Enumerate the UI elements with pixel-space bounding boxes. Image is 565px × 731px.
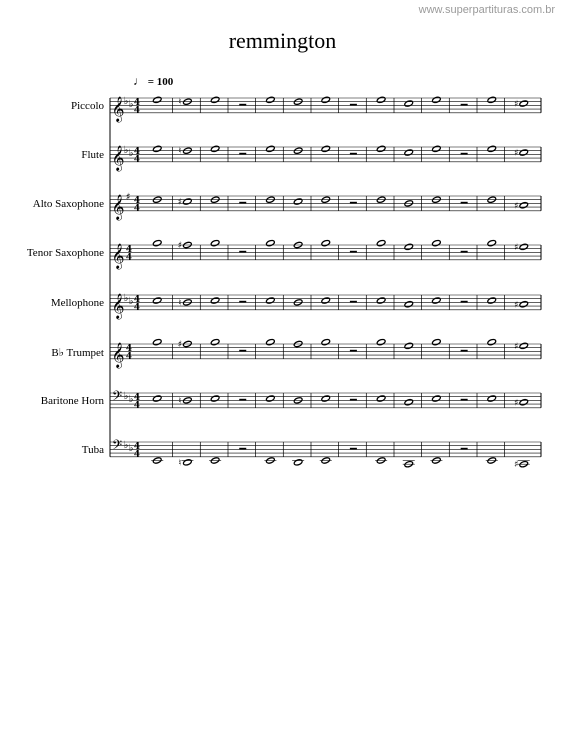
whole-note — [404, 301, 414, 308]
whole-note — [293, 459, 303, 466]
treble-clef-icon: 𝄞 — [111, 96, 125, 122]
whole-note — [210, 96, 220, 103]
time-signature-denominator: 4 — [125, 352, 133, 363]
watermark: www.superpartituras.com.br — [418, 4, 555, 16]
sharp-icon: ♯ — [514, 99, 519, 110]
whole-rest — [239, 251, 246, 253]
sharp-icon: ♯ — [177, 340, 183, 350]
whole-rest — [239, 104, 246, 106]
flat-icon: ♭ — [128, 148, 134, 159]
whole-note — [210, 145, 220, 152]
flat-icon: ♭ — [123, 96, 129, 107]
whole-rest — [350, 350, 357, 352]
flat-icon: ♭ — [128, 394, 134, 405]
bass-clef-icon: 𝄢 — [111, 437, 123, 456]
time-signature-numerator: 4 — [133, 196, 141, 207]
whole-rest — [350, 448, 357, 450]
whole-note — [321, 338, 331, 345]
staff — [110, 293, 541, 319]
whole-note — [432, 239, 442, 246]
whole-rest — [350, 301, 357, 303]
whole-note — [152, 395, 162, 402]
instrument-label: Alto Saxophone — [32, 198, 104, 210]
whole-note — [487, 338, 497, 345]
treble-clef-icon: 𝄞 — [111, 194, 125, 220]
whole-note — [210, 239, 220, 246]
tempo-value: = 100 — [147, 76, 174, 88]
instrument-label: Tenor Saxophone — [26, 247, 104, 259]
whole-note — [404, 149, 414, 156]
staff — [110, 388, 541, 411]
time-signature-numerator: 4 — [125, 344, 133, 355]
instrument-label: Baritone Horn — [40, 395, 104, 407]
flat-icon: ♭ — [123, 145, 129, 156]
whole-rest — [461, 301, 468, 303]
staff — [110, 145, 541, 171]
whole-note — [210, 395, 220, 402]
sharp-icon: ♯ — [514, 242, 519, 253]
whole-rest — [350, 251, 357, 253]
treble-clef-icon: 𝄞 — [111, 342, 125, 368]
time-signature-denominator: 4 — [125, 253, 133, 264]
sharp-icon: ♯ — [514, 460, 519, 471]
whole-note — [152, 96, 162, 103]
whole-note — [210, 297, 220, 304]
natural-icon: ♮ — [178, 146, 182, 157]
whole-note — [376, 239, 386, 246]
whole-note — [152, 239, 162, 246]
whole-note — [321, 395, 331, 402]
whole-note — [487, 297, 497, 304]
whole-note — [293, 198, 303, 205]
whole-note — [432, 338, 442, 345]
staff — [110, 192, 541, 220]
whole-note — [519, 243, 529, 250]
staff — [110, 239, 541, 268]
whole-note — [183, 198, 193, 205]
sharp-icon: ♯ — [177, 197, 183, 208]
flat-icon: ♭ — [128, 99, 134, 110]
instrument-label: Tuba — [81, 444, 104, 456]
whole-note — [519, 202, 529, 209]
natural-icon: ♮ — [178, 298, 182, 309]
time-signature-numerator: 4 — [133, 147, 141, 158]
natural-icon: ♮ — [178, 458, 182, 469]
time-signature-numerator: 4 — [125, 245, 133, 256]
whole-note — [487, 145, 497, 152]
whole-rest — [461, 448, 468, 450]
whole-note — [404, 399, 414, 406]
whole-note — [376, 395, 386, 402]
flat-icon: ♭ — [123, 440, 129, 451]
whole-note — [152, 338, 162, 345]
sharp-icon: ♯ — [514, 300, 519, 311]
whole-rest — [350, 399, 357, 401]
time-signature-denominator: 4 — [133, 401, 141, 412]
time-signature-numerator: 4 — [133, 442, 141, 453]
whole-rest — [461, 350, 468, 352]
flat-icon: ♭ — [123, 391, 129, 402]
whole-rest — [239, 448, 246, 450]
whole-note — [376, 338, 386, 345]
bass-clef-icon: 𝄢 — [111, 388, 123, 407]
whole-note — [432, 395, 442, 402]
whole-note — [321, 297, 331, 304]
time-signature-denominator: 4 — [133, 450, 141, 461]
flat-icon: ♭ — [123, 293, 129, 304]
staff — [110, 437, 541, 470]
whole-note — [210, 338, 220, 345]
whole-note — [487, 239, 497, 246]
instrument-label: B♭ Trumpet — [51, 347, 104, 359]
whole-rest — [239, 350, 246, 352]
whole-note — [266, 395, 276, 402]
whole-rest — [461, 251, 468, 253]
instrument-label: Flute — [81, 149, 104, 161]
whole-note — [152, 297, 162, 304]
whole-note — [404, 243, 414, 250]
score-title: remmington — [228, 28, 337, 53]
whole-note — [432, 145, 442, 152]
time-signature-denominator: 4 — [133, 204, 141, 215]
whole-rest — [350, 104, 357, 106]
whole-note — [183, 459, 193, 466]
staff — [110, 338, 541, 367]
whole-note — [519, 342, 529, 349]
flat-icon: ♭ — [128, 296, 134, 307]
quarter-note-icon: ♩ — [133, 74, 145, 88]
natural-icon: ♮ — [178, 396, 182, 407]
whole-note — [487, 395, 497, 402]
time-signature-numerator: 4 — [133, 295, 141, 306]
whole-note — [404, 342, 414, 349]
time-signature-numerator: 4 — [133, 98, 141, 109]
time-signature-numerator: 4 — [133, 393, 141, 404]
staff — [110, 96, 541, 122]
whole-rest — [350, 202, 357, 204]
whole-rest — [461, 202, 468, 204]
whole-note — [321, 239, 331, 246]
treble-clef-icon: 𝄞 — [111, 293, 125, 319]
sharp-icon: ♯ — [514, 201, 519, 212]
whole-note — [321, 145, 331, 152]
whole-note — [519, 399, 529, 406]
whole-rest — [239, 153, 246, 155]
sharp-icon: ♯ — [514, 148, 519, 159]
instrument-label: Mellophone — [50, 297, 104, 309]
whole-rest — [239, 202, 246, 204]
time-signature-denominator: 4 — [133, 155, 141, 166]
whole-note — [432, 297, 442, 304]
whole-rest — [350, 153, 357, 155]
whole-note — [404, 100, 414, 107]
whole-note — [266, 338, 276, 345]
whole-note — [432, 96, 442, 103]
time-signature-denominator: 4 — [133, 106, 141, 117]
whole-rest — [461, 399, 468, 401]
whole-note — [487, 96, 497, 103]
whole-note — [266, 145, 276, 152]
whole-note — [376, 297, 386, 304]
treble-clef-icon: 𝄞 — [111, 145, 125, 171]
sharp-icon: ♯ — [514, 341, 519, 352]
whole-note — [376, 96, 386, 103]
whole-note — [152, 145, 162, 152]
treble-clef-icon: 𝄞 — [111, 243, 125, 269]
sharp-icon: ♯ — [177, 241, 183, 251]
time-signature-denominator: 4 — [133, 303, 141, 314]
whole-note — [519, 100, 529, 107]
whole-rest — [461, 104, 468, 106]
instrument-label: Piccolo — [71, 100, 104, 112]
whole-rest — [239, 399, 246, 401]
whole-note — [321, 96, 331, 103]
whole-rest — [239, 301, 246, 303]
whole-note — [266, 297, 276, 304]
sharp-icon: ♯ — [125, 192, 131, 203]
whole-note — [266, 96, 276, 103]
flat-icon: ♭ — [128, 443, 134, 454]
sharp-icon: ♯ — [514, 398, 519, 409]
whole-rest — [461, 153, 468, 155]
whole-note — [266, 239, 276, 246]
whole-note — [519, 149, 529, 156]
whole-note — [376, 145, 386, 152]
natural-icon: ♮ — [178, 97, 182, 108]
whole-note — [519, 301, 529, 308]
